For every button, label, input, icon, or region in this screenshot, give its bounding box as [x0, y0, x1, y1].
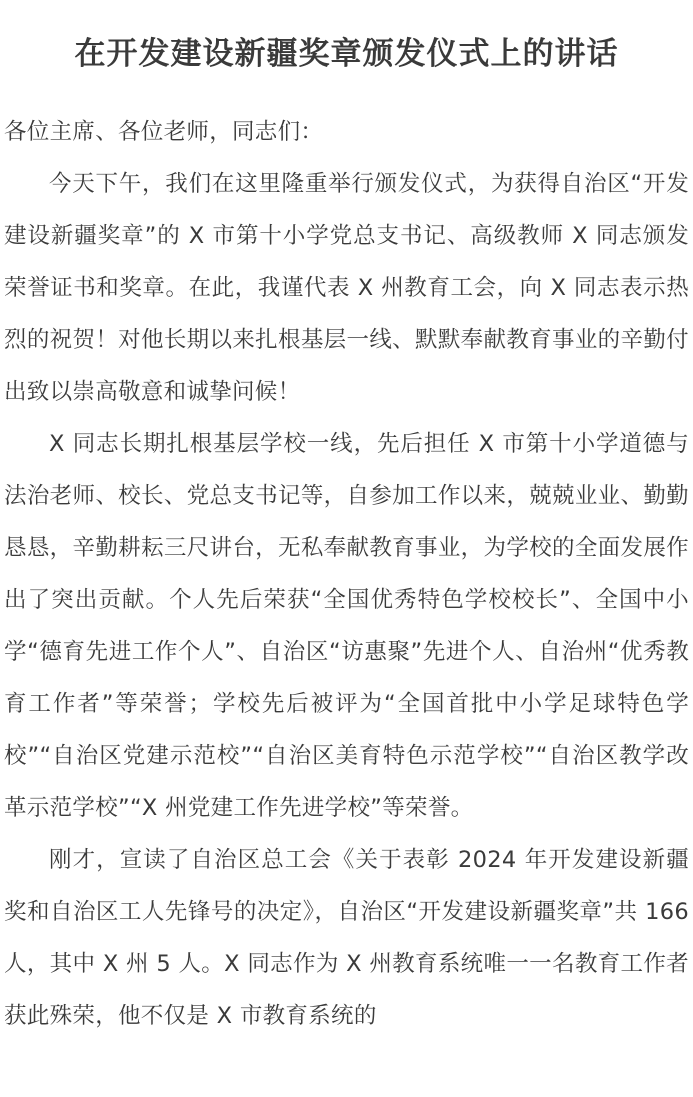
document-title: 在开发建设新疆奖章颁发仪式上的讲话 — [74, 36, 619, 72]
paragraph-3: 刚才，宣读了自治区总工会《关于表彰 2024 年开发建设新疆奖和自治区工人先锋号的决定》，自治区“开发建设新疆奖章”共 166 人，其中 X 州 5 人。X 同志作为 X 州教育系统唯一一名教育工作者获此殊荣，他不仅是 X 市教育系统的 — [4, 847, 689, 1029]
salutation: 各位主席、各位老师，同志们： — [4, 119, 324, 145]
paragraph-1: 今天下午，我们在这里隆重举行颁发仪式，为获得自治区“开发建设新疆奖章”的 X 市第十小学党总支书记、高级教师 X 同志颁发荣誉证书和奖章。在此，我谨代表 X 州教育工会，向 X 同志表示热烈的祝贺！对他长期以来扎根基层一线、默默奉献教育事业的辛勤付出致以崇高敬意和诚挚问候！ — [4, 171, 689, 405]
document-body — [4, 106, 689, 1042]
paragraph-2: X 同志长期扎根基层学校一线，先后担任 X 市第十小学道德与法治老师、校长、党总支书记等，自参加工作以来，兢兢业业、勤勤恳恳，辛勤耕耘三尺讲台，无私奉献教育事业，为学校的全面发展作出了突出贡献。个人先后荣获“全国优秀特色学校校长”、全国中小学“德育先进工作个人”、自治区“访惠聚”先进个人、自治州“优秀教育工作者”等荣誉；学校先后被评为“全国首批中小学足球特色学校”“自治区党建示范校”“自治区美育特色示范学校”“自治区教学改革示范学校”“X 州党建工作先进学校”等荣誉。 — [4, 431, 689, 821]
